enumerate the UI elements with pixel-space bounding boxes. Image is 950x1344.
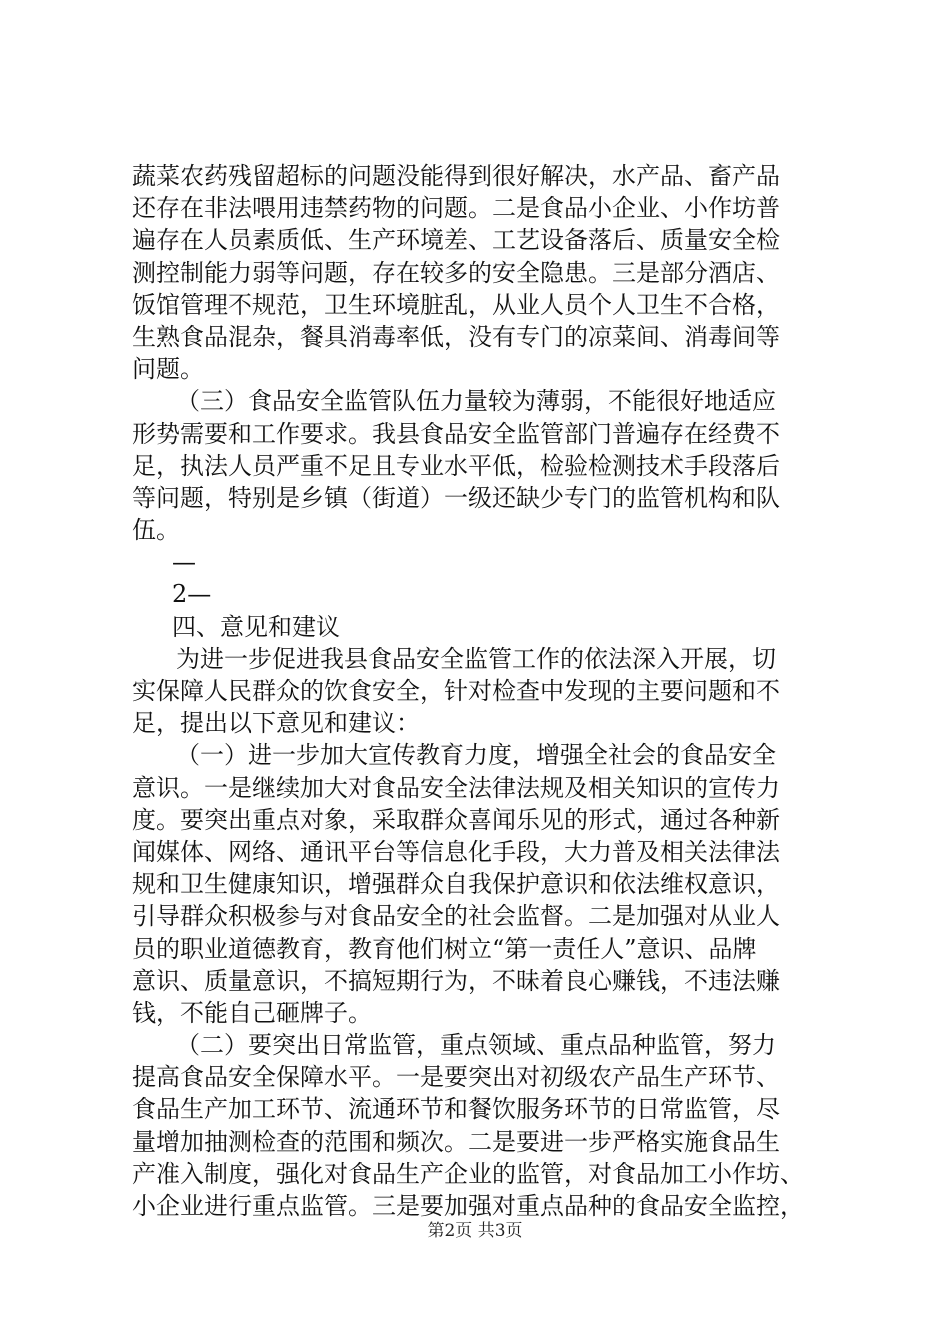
text-line: 规和卫生健康知识，增强群众自我保护意识和依法维权意识，	[132, 870, 780, 899]
text-line: 足，提出以下意见和建议：	[132, 709, 420, 738]
text-line: 还存在非法喂用违禁药物的问题。二是食品小企业、小作坊普	[132, 194, 780, 223]
text-line: 量增加抽测检查的范围和频次。二是要进一步严格实施食品生	[132, 1127, 780, 1156]
text-line: 问题。	[132, 355, 204, 384]
text-line: 生熟食品混杂，餐具消毒率低，没有专门的凉菜间、消毒间等	[132, 322, 780, 351]
text-line: 意识。一是继续加大对食品安全法律法规及相关知识的宣传力	[132, 773, 780, 802]
text-line: 遍存在人员素质低、生产环境差、工艺设备落后、质量安全检	[132, 226, 780, 255]
page-footer	[0, 1216, 950, 1241]
page-number-label: 第2页 共3页	[427, 1221, 523, 1241]
text-line: 提高食品安全保障水平。一是要突出对初级农产品生产环节、	[132, 1063, 780, 1092]
text-line: 实保障人民群众的饮食安全，针对检查中发现的主要问题和不	[132, 677, 780, 705]
text-line: 食品生产加工环节、流通环节和餐饮服务环节的日常监管，尽	[132, 1095, 780, 1124]
text-line: 饭馆管理不规范，卫生环境脏乱，从业人员个人卫生不合格，	[132, 290, 780, 319]
text-line: 产准入制度，强化对食品生产企业的监管，对食品加工小作坊、	[132, 1159, 804, 1188]
paragraph-start-line: 为进一步促进我县食品安全监管工作的依法深入开展，切	[176, 644, 776, 673]
section-heading: 四、意见和建议	[172, 612, 340, 641]
text-line: 形势需要和工作要求。我县食品安全监管部门普遍存在经费不	[132, 419, 780, 448]
text-line: 伍。	[132, 516, 180, 545]
text-line: 意识、质量意识，不搞短期行为，不昧着良心赚钱，不违法赚	[132, 966, 780, 995]
text-line: 引导群众积极参与对食品安全的社会监督。二是加强对从业人	[132, 902, 780, 931]
text-line: 钱，不能自己砸牌子。	[132, 998, 372, 1027]
text-line: 测控制能力弱等问题，存在较多的安全隐患。三是部分酒店、	[132, 258, 780, 287]
text-line: 小企业进行重点监管。三是要加强对重点品种的食品安全监控，	[132, 1192, 804, 1220]
text-line: 度。要突出重点对象，采取群众喜闻乐见的形式，通过各种新	[132, 805, 780, 834]
document-body	[132, 160, 832, 1222]
text-line: 蔬菜农药残留超标的问题没能得到很好解决，水产品、畜产品	[132, 162, 780, 190]
paragraph-start-line: （三）食品安全监管队伍力量较为薄弱，不能很好地适应	[176, 387, 776, 416]
paragraph-start-line: （一）进一步加大宣传教育力度，增强全社会的食品安全	[176, 741, 776, 770]
text-line: 闻媒体、网络、通讯平台等信息化手段，大力普及相关法律法	[132, 837, 780, 866]
text-line: 员的职业道德教育，教育他们树立“第一责任人”意识、品牌	[132, 934, 757, 963]
text-line: 足，执法人员严重不足且专业水平低，检验检测技术手段落后	[132, 451, 780, 480]
text-line: 等问题，特别是乡镇（街道）一级还缺少专门的监管机构和队	[132, 483, 780, 512]
paragraph-start-line: （二）要突出日常监管，重点领域、重点品种监管，努力	[176, 1031, 776, 1060]
page-marker-dash: —	[172, 548, 196, 577]
page-marker-number: 2—	[172, 580, 212, 609]
